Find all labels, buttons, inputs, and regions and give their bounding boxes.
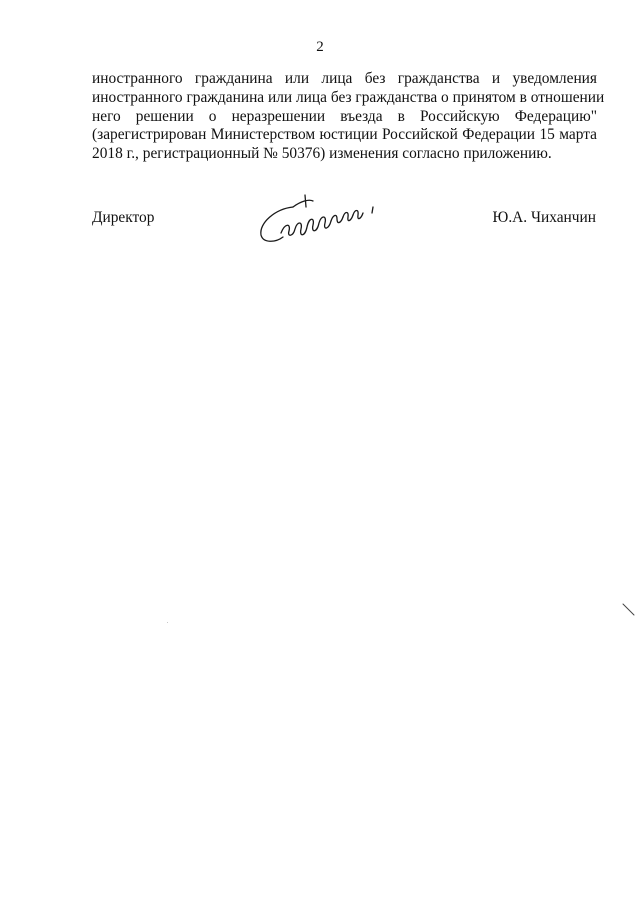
signature-block (0, 207, 640, 267)
signer-title: Директор (92, 209, 155, 226)
scan-artifact-icon (622, 603, 636, 617)
body-line: иностранного гражданина или лица без гражданства и уведомления (92, 70, 597, 87)
scan-dot (167, 622, 168, 623)
handwritten-signature-icon (253, 193, 388, 253)
body-line: 2018 г., регистрационный № 50376) изменения согласно приложению. (92, 145, 552, 163)
body-paragraph (92, 70, 605, 164)
body-line: него решении о неразрешении въезда в Российскую Федерацию" (92, 107, 597, 125)
page-number: 2 (316, 39, 324, 55)
body-line: иностранного гражданина или лица без гражданства о принятом в отношении (92, 88, 605, 106)
body-line: (зарегистрирован Министерством юстиции Российской Федерации 15 марта (92, 126, 597, 144)
signer-name: Ю.А. Чиханчин (492, 209, 596, 226)
